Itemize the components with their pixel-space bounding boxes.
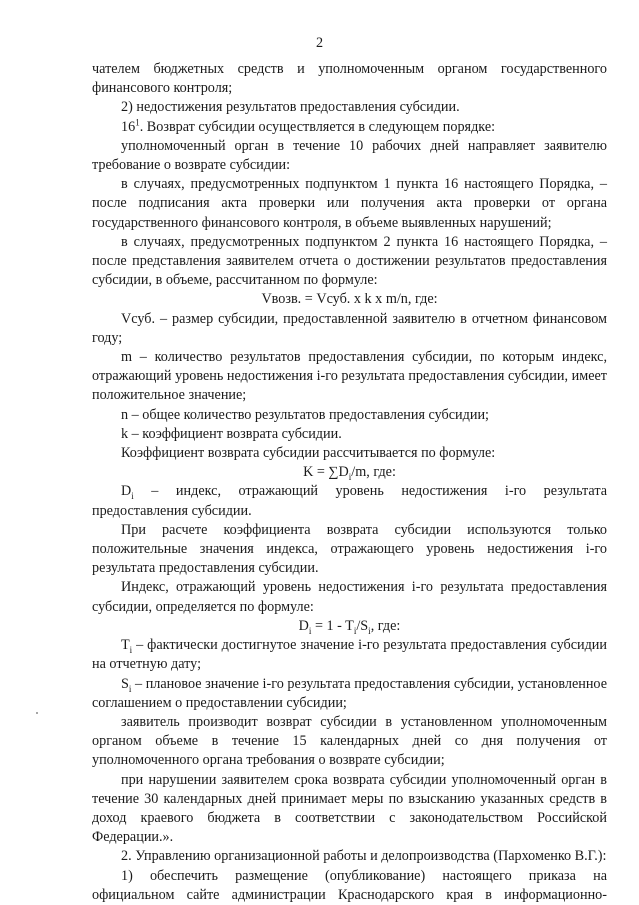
- paragraph: при нарушении заявителем срока возврата субсидии уполномоченный орган в течение 30 календарных дней принимает меры по взысканию указанных средств в доход краевого бюджета в соответствии с законодательством Российской Федерации.».: [92, 771, 607, 846]
- formula-text: , где:: [370, 617, 401, 634]
- paragraph-text: – индекс, отражающий уровень недостижения i-го результата предоставления субсидии.: [92, 483, 607, 519]
- paragraph: k – коэффициент возврата субсидии.: [121, 425, 342, 442]
- formula: [92, 463, 607, 482]
- paragraph: [92, 482, 607, 520]
- formula-text: K = ∑D: [303, 464, 349, 481]
- paragraph: [92, 675, 607, 713]
- paragraph: уполномоченный орган в течение 10 рабочих дней направляет заявителю требование о возврате субсидии:: [92, 137, 607, 174]
- formula: [92, 617, 607, 636]
- subscript: i: [348, 472, 352, 483]
- formula-text: /m, где:: [351, 464, 396, 481]
- paragraph: чателем бюджетных средств и уполномоченным органом государственного финансового контроля;: [92, 61, 607, 97]
- symbol: S: [121, 675, 129, 692]
- subscript: i: [308, 625, 312, 636]
- paragraph-text: – плановое значение i-го результата предоставления субсидии, установленное соглашением о предоставлении субсидии;: [92, 675, 607, 711]
- subscript: i: [353, 625, 357, 636]
- paragraph-text: . Возврат субсидии осуществляется в следующем порядке:: [139, 118, 496, 135]
- paragraph: Индекс, отражающий уровень недостижения i-го результата предоставления субсидии, определяется по формуле:: [92, 579, 607, 615]
- paragraph: в случаях, предусмотренных подпунктом 1 пункта 16 настоящего Порядка, – после подписания акта проверки или получения акта проверки от органа государственного финансового контроля, в объеме выявленных нарушений;: [92, 176, 607, 231]
- document-body: [92, 60, 607, 905]
- paragraph: [92, 636, 607, 674]
- paragraph: в случаях, предусмотренных подпунктом 2 пункта 16 настоящего Порядка, – после представления заявителем отчета о достижении результатов предоставления субсидии, в объеме, рассчитанном по формуле:: [92, 233, 607, 289]
- paragraph: n – общее количество результатов предоставления субсидии;: [121, 406, 489, 423]
- paragraph: 2. Управлению организационной работы и делопроизводства (Пархоменко В.Г.):: [121, 848, 607, 865]
- paragraph: m – количество результатов предоставления субсидии, по которым индекс, отражающий уровень недостижения i-го результата предоставления субсидии, имеет положительное значение;: [92, 349, 607, 404]
- paragraph: заявитель производит возврат субсидии в установленном уполномоченным органом объеме в течение 15 календарных дней со дня получения от уполномоченного органа требования о возврате субсидии;: [92, 713, 607, 769]
- page-number: 2: [315, 35, 324, 51]
- paragraph: При расчете коэффициента возврата субсидии используются только положительные значения индекса, отражающего уровень недостижения i-го результата предоставления субсидии.: [92, 521, 607, 577]
- paragraph: Vсуб. – размер субсидии, предоставленной заявителю в отчетном финансовом году;: [92, 310, 607, 346]
- paragraph: 2) недостижения результатов предоставления субсидии.: [121, 99, 460, 116]
- subscript: i: [131, 491, 134, 502]
- paragraph: Коэффициент возврата субсидии рассчитывается по формуле:: [121, 445, 496, 462]
- paragraph: 1) обеспечить размещение (опубликование) настоящего приказа на официальном сайте администрации Краснодарского края в информационно-: [92, 867, 607, 903]
- symbol: T: [121, 637, 130, 654]
- subscript: i: [368, 625, 371, 636]
- paragraph-text: – фактически достигнутое значение i-го результата предоставления субсидии на отчетную дату;: [92, 637, 607, 673]
- paragraph: [92, 118, 607, 137]
- formula-text: /S: [356, 617, 369, 634]
- scan-speck: [36, 712, 38, 714]
- formula-text: = 1 - T: [311, 617, 354, 634]
- superscript: 1: [135, 116, 140, 127]
- formula: Vвозв. = Vсуб. x k x m/n, где:: [261, 291, 438, 308]
- symbol: D: [121, 483, 132, 500]
- formula-text: D: [298, 617, 309, 634]
- clause-number: 16: [121, 118, 136, 135]
- subscript: i: [128, 683, 132, 694]
- subscript: i: [129, 644, 133, 655]
